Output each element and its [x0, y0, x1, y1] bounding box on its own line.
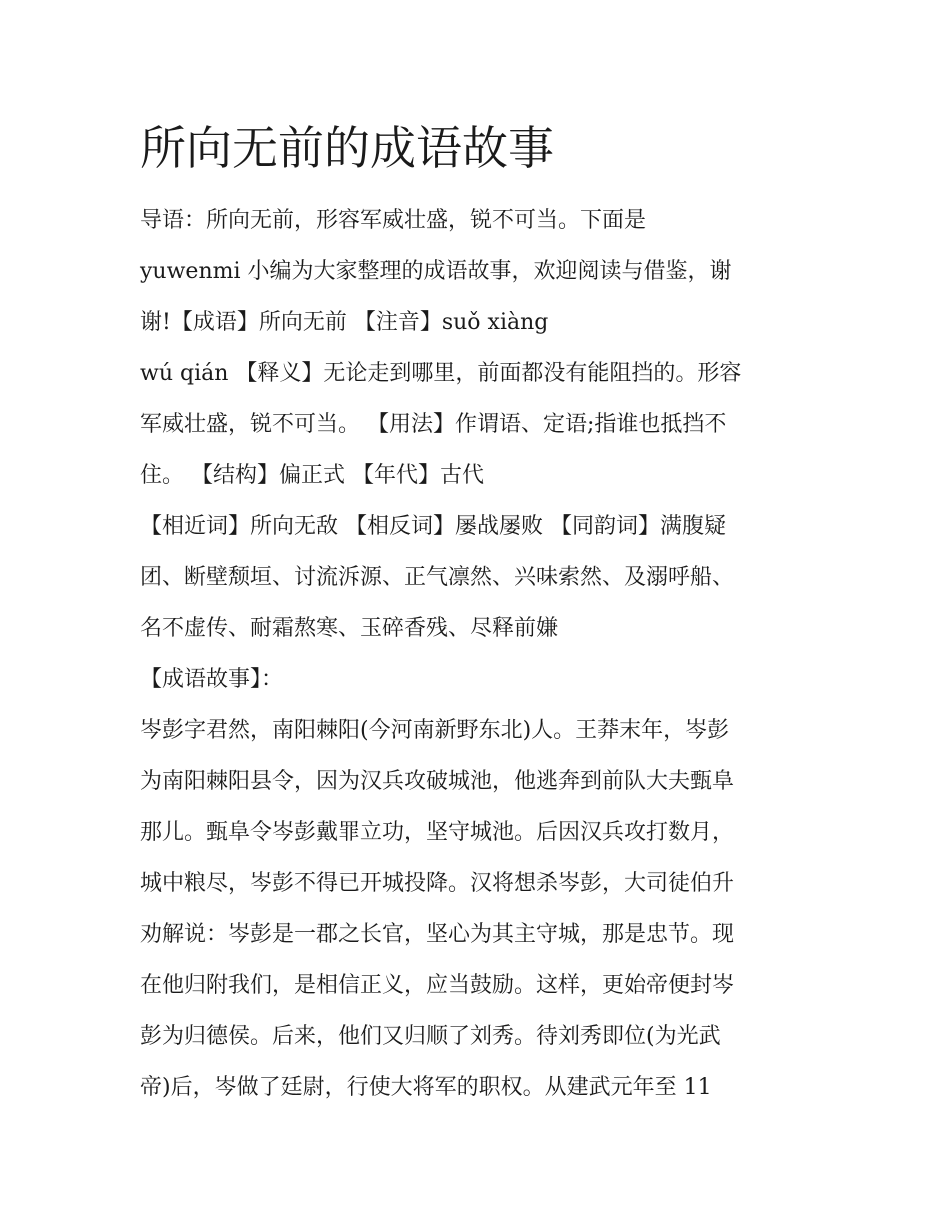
body-line: 岑彭字君然，南阳棘阳(今河南新野东北)人。王莽末年，岑彭	[140, 718, 730, 743]
body-line: 团、断壁颓垣、讨流泝源、正气凛然、兴味索然、及溺呼船、	[140, 565, 735, 590]
body-line: 住。 【结构】偏正式 【年代】古代	[140, 463, 484, 488]
document-title: 所向无前的成语故事	[140, 121, 554, 175]
body-line: 为南阳棘阳县令，因为汉兵攻破城池，他逃奔到前队大夫甄阜	[140, 769, 735, 794]
section-heading: 【成语故事】：	[140, 667, 284, 692]
body-line: 彭为归德侯。后来，他们又归顺了刘秀。待刘秀即位(为光武	[140, 1024, 721, 1049]
body-line: 名不虚传、耐霜熬寒、玉碎香残、尽释前嫌	[140, 616, 559, 641]
body-line: 军威壮盛，锐不可当。 【用法】作谓语、定语;指谁也抵挡不	[140, 412, 727, 437]
body-line: wú qián 【释义】无论走到哪里，前面都没有能阻挡的。形容	[140, 361, 742, 386]
body-line: 城中粮尽，岑彭不得已开城投降。汉将想杀岑彭，大司徒伯升	[140, 871, 735, 896]
body-line: 那儿。甄阜令岑彭戴罪立功，坚守城池。后因汉兵攻打数月，	[140, 820, 735, 845]
body-line: 在他归附我们，是相信正义，应当鼓励。这样，更始帝便封岑	[140, 973, 735, 998]
body-line: 导语：所向无前，形容军威壮盛，锐不可当。下面是	[140, 208, 647, 233]
body-line: 谢!【成语】所向无前 【注音】suǒ xiàng	[140, 310, 549, 335]
body-line: yuwenmi 小编为大家整理的成语故事，欢迎阅读与借鉴，谢	[140, 259, 732, 284]
body-line: 【相近词】所向无敌 【相反词】屡战屡败 【同韵词】满腹疑	[140, 514, 726, 539]
body-line: 劝解说：岑彭是一郡之长官，坚心为其主守城，那是忠节。现	[140, 922, 735, 947]
body-line: 帝)后，岑做了廷尉，行使大将军的职权。从建武元年至 11	[140, 1075, 712, 1100]
